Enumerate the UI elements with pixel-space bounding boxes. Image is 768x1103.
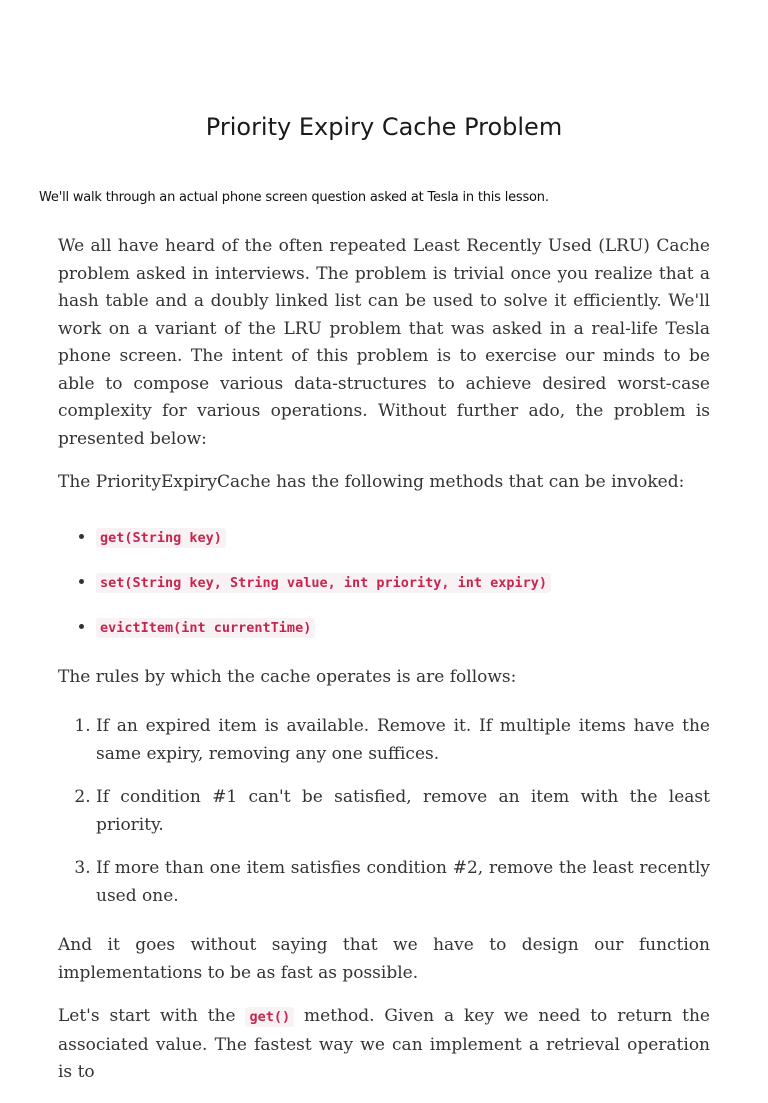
list-item (96, 613, 710, 642)
list-item (96, 568, 710, 597)
list-item: 2. If condition #1 can't be satisfied, remove an item with the least priority. (96, 784, 710, 839)
list-item: 3. If more than one item satisfies condition #2, remove the least recently used one. (96, 855, 710, 910)
methods-intro-paragraph: The PriorityExpiryCache has the following methods that can be invoked: (58, 472, 685, 492)
get-method-paragraph (58, 1003, 710, 1087)
rules-intro-paragraph: The rules by which the cache operates is are follows: (58, 666, 517, 687)
lesson-content (58, 233, 710, 1103)
method-code: set(String key, String value, int priority, int expiry) (96, 573, 551, 593)
paragraph-text: method. Given a key we need to return the associated value. The fastest way we can implement a retrieval operation is to (58, 1006, 710, 1082)
intro-paragraph: We all have heard of the often repeated Least Recently Used (LRU) Cache problem asked in interviews. The problem is trivial once you realize that a hash table and a doubly linked list can be used to solve it efficiently. We'll work on a variant of the LRU problem that was asked in a real-life Tesla phone screen. The intent of this problem is to exercise our minds to be able to compose various data-structures to achieve desired worst-case complexity for various operations. Without further ado, the problem is presented below: (58, 236, 710, 449)
list-item (96, 523, 710, 552)
lesson-summary: We'll walk through an actual phone screen question asked at Tesla in this lesson. (39, 190, 549, 205)
methods-list (58, 523, 710, 642)
method-code: get(String key) (96, 528, 226, 548)
paragraph-text: Let's start with the (58, 1006, 246, 1026)
method-code: evictItem(int currentTime) (96, 618, 315, 638)
page-title: Priority Expiry Cache Problem (205, 113, 563, 141)
list-item: 1. If an expired item is available. Remove it. If multiple items have the same expiry, removing any one suffices. (96, 713, 710, 768)
rules-list (58, 713, 710, 910)
inline-code: get() (245, 1007, 294, 1027)
design-note-paragraph: And it goes without saying that we have to design our function implementations to be as fast as possible. (58, 935, 710, 983)
